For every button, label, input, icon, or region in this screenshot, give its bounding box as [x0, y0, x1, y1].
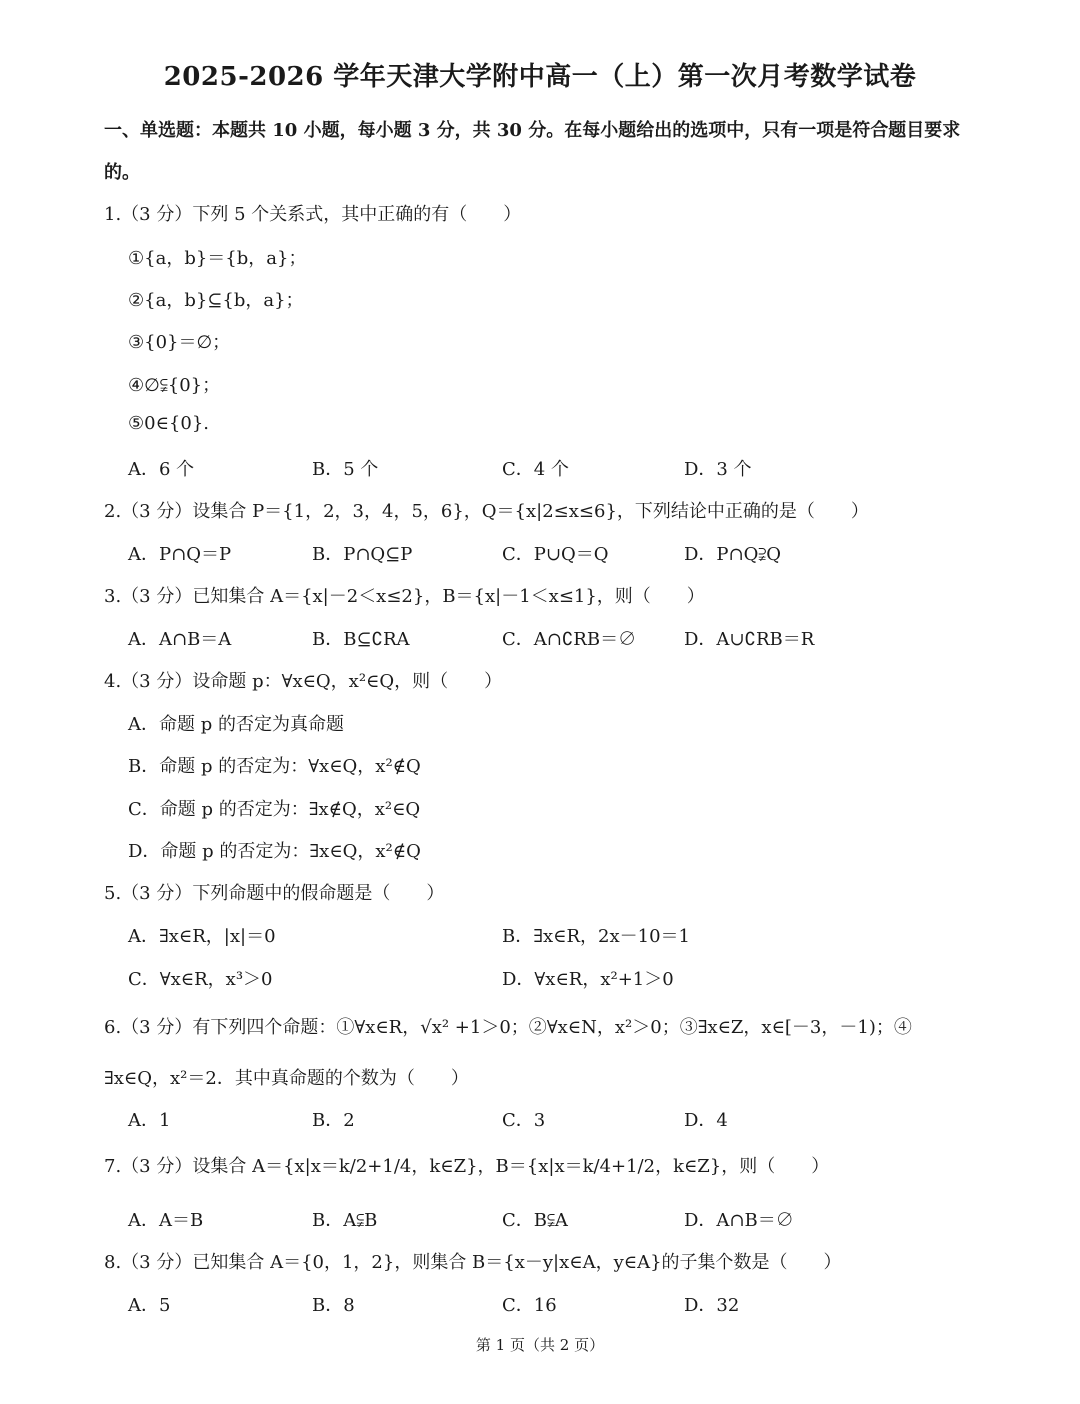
- question-6-stem-continued: ∃x∈Q，x²＝2．其中真命题的个数为（ ）: [104, 1068, 469, 1089]
- question-4-option-a: A．命题 p 的否定为真命题: [128, 714, 344, 735]
- question-2-option-d: D．P∩Q⫌Q: [684, 544, 782, 565]
- question-5-option-c: C．∀x∈R，x³＞0: [128, 969, 273, 990]
- question-4-stem: 4.（3 分）设命题 p：∀x∈Q，x²∈Q，则（ ）: [104, 671, 503, 692]
- question-8-stem: 8.（3 分）已知集合 A＝{0，1，2}，则集合 B＝{x－y|x∈A，y∈A}的子集个数是（ ）: [104, 1252, 842, 1273]
- question-7-stem: 7.（3 分）设集合 A＝{x|x＝k/2+1/4，k∈Z}，B＝{x|x＝k/4+1/2，k∈Z}，则（ ）: [104, 1156, 830, 1177]
- question-1-item-5: ⑤0∈{0}.: [128, 413, 209, 434]
- question-6-stem: 6.（3 分）有下列四个命题：①∀x∈R，√x² +1＞0；②∀x∈N，x²＞0；③∃x∈Z，x∈[－3，－1)；④: [104, 1017, 912, 1038]
- question-3-option-d: D．A∪∁RB＝R: [684, 629, 815, 650]
- question-7-option-c: C．B⫋A: [502, 1210, 568, 1231]
- question-1-stem: 1.（3 分）下列 5 个关系式，其中正确的有（ ）: [104, 204, 522, 225]
- question-5-stem: 5.（3 分）下列命题中的假命题是（ ）: [104, 883, 445, 904]
- question-3-option-b: B．B⊆∁RA: [312, 629, 410, 650]
- question-2-option-a: A．P∩Q＝P: [128, 544, 232, 565]
- section-header-line2: 的。: [104, 162, 140, 183]
- question-5-option-b: B．∃x∈R，2x－10＝1: [502, 926, 690, 947]
- question-3-stem: 3.（3 分）已知集合 A＝{x|－2＜x≤2}，B＝{x|－1＜x≤1}，则（ ）: [104, 586, 705, 607]
- question-1-item-1: ①{a，b}＝{b，a}；: [128, 248, 307, 269]
- question-4-option-b: B．命题 p 的否定为：∀x∈Q，x²∉Q: [128, 756, 421, 777]
- question-6-option-d: D．4: [684, 1110, 728, 1131]
- section-header-line1: 一、单选题：本题共 10 小题，每小题 3 分，共 30 分。在每小题给出的选项中，只有一项是符合题目要求: [104, 120, 961, 141]
- question-6-option-a: A．1: [128, 1110, 171, 1131]
- question-3-option-a: A．A∩B＝A: [128, 629, 232, 650]
- question-1-item-2: ②{a，b}⊆{b，a}；: [128, 290, 304, 311]
- question-8-option-c: C．16: [502, 1295, 557, 1316]
- question-1-item-3: ③{0}＝∅；: [128, 332, 231, 353]
- question-1-item-4: ④∅⫋{0}；: [128, 375, 221, 396]
- question-1-option-d: D．3 个: [684, 459, 752, 480]
- question-1-option-c: C．4 个: [502, 459, 569, 480]
- question-8-option-b: B．8: [312, 1295, 355, 1316]
- question-6-option-c: C．3: [502, 1110, 546, 1131]
- question-3-option-c: C．A∩∁RB＝∅: [502, 629, 637, 650]
- question-6-option-b: B．2: [312, 1110, 355, 1131]
- question-2-option-c: C．P∪Q＝Q: [502, 544, 609, 565]
- question-8-option-a: A．5: [128, 1295, 171, 1316]
- question-7-option-a: A．A＝B: [128, 1210, 204, 1231]
- question-5-option-a: A．∃x∈R，|x|＝0: [128, 926, 276, 947]
- question-7-option-b: B．A⫋B: [312, 1210, 378, 1231]
- question-8-option-d: D．32: [684, 1295, 740, 1316]
- question-4-option-c: C．命题 p 的否定为：∃x∉Q，x²∈Q: [128, 799, 421, 820]
- page-footer: 第 1 页（共 2 页）: [475, 1336, 605, 1354]
- question-1-option-a: A．6 个: [128, 459, 195, 480]
- question-2-option-b: B．P∩Q⊆P: [312, 544, 413, 565]
- question-2-stem: 2.（3 分）设集合 P＝{1，2，3，4，5，6}，Q＝{x|2≤x≤6}，下列结论中正确的是（ ）: [104, 501, 869, 522]
- question-4-option-d: D．命题 p 的否定为：∃x∈Q，x²∉Q: [128, 841, 421, 862]
- question-1-option-b: B．5 个: [312, 459, 379, 480]
- page-title: 2025-2026 学年天津大学附中高一（上）第一次月考数学试卷: [163, 62, 917, 92]
- question-7-option-d: D．A∩B＝∅: [684, 1210, 794, 1231]
- question-5-option-d: D．∀x∈R，x²+1＞0: [502, 969, 674, 990]
